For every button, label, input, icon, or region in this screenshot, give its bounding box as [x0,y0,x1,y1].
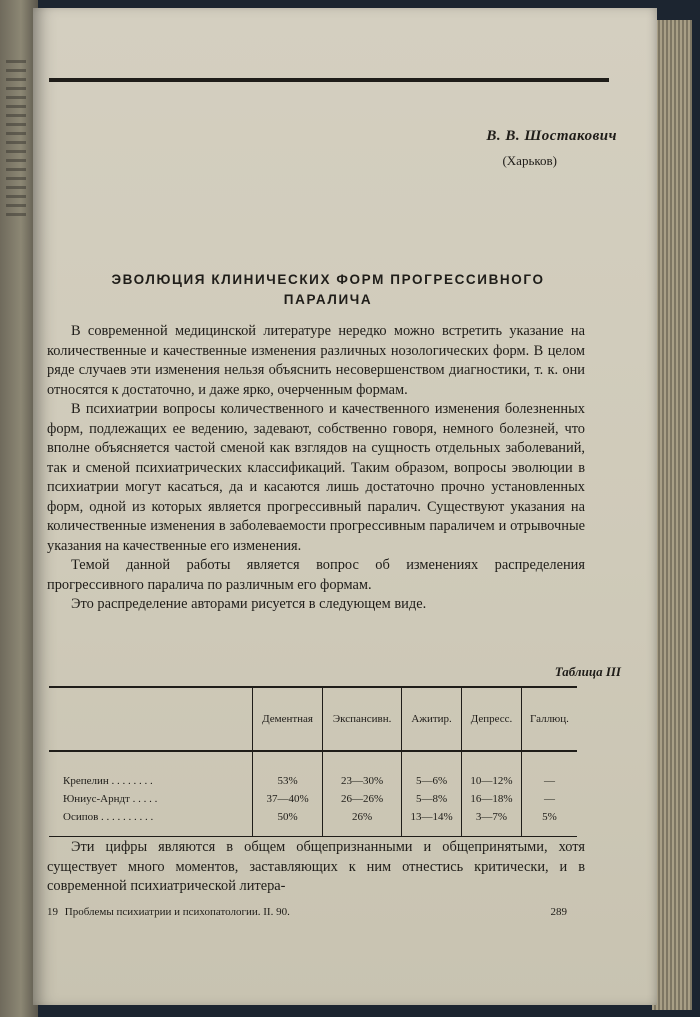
paragraph: Это распределение авторами рисуется в следующем виде. [71,596,427,612]
table-cell: 5—8% [402,790,462,808]
signature-mark [47,906,294,918]
table-cell: 26—26% [323,790,402,808]
table-cell: 5—6% [402,751,462,790]
book-page-edges [652,20,692,1010]
table-cell-author: Осипов . . . . . . . . . . [63,810,154,823]
table-cell: 5% [521,808,577,837]
table-row [49,790,577,808]
paragraph: Эти цифры являются в общем общепризнанными и общепринятыми, хотя существует много моментов, заставляющих к ним отнестись критически, и в современной психиатрической литера- [47,839,585,894]
table-cell: 10—12% [462,751,522,790]
table-header-cell: Галлюц. [521,687,577,751]
article-title [53,270,603,310]
closing-text [47,838,585,897]
table-caption: Таблица III [554,664,621,679]
table-cell: — [521,751,577,790]
paragraph: Темой данной работы является вопрос об изменениях распределения прогрессивного паралича по различным его формам. [47,557,585,593]
table-header-cell [49,687,253,751]
table-cell: 13—14% [402,808,462,837]
title-line-1: ЭВОЛЮЦИЯ КЛИНИЧЕСКИХ ФОРМ ПРОГРЕССИВНОГО [111,272,545,287]
author-city: (Харьков) [502,153,557,168]
table-header-cell: Депресс. [462,687,522,751]
signature-text: Проблемы психиатрии и психопатологии. II. 90. [64,906,290,918]
forms-distribution-table [49,686,577,837]
page-footer [47,906,567,918]
article-body [47,322,585,615]
table-cell: 23—30% [323,751,402,790]
table-cell: 3—7% [462,808,522,837]
table-cell: — [521,790,577,808]
table-row [49,751,577,790]
left-page-text-strip [6,60,26,220]
book-page [33,8,657,1005]
signature-number: 19 [47,906,58,918]
table-cell: 37—40% [253,790,323,808]
page-number: 289 [550,906,567,918]
top-rule [49,78,609,82]
table-header-cell: Экспансивн. [323,687,402,751]
table-cell-author: Крепелин . . . . . . . . [63,774,153,787]
table-cell: 53% [253,751,323,790]
author-name: В. В. Шостакович [486,128,617,144]
table-cell: 26% [323,808,402,837]
paragraph: В современной медицинской литературе нередко можно встретить указание на количественные и качественные изменения различных нозологических форм. В целом ряде случаев эти изменения нельзя объяснить несовершенством диагностики, т. к. они относятся к достаточно, и даже ярко, очерченным формам. [47,323,585,398]
table-header-cell: Ажитир. [402,687,462,751]
table-row [49,808,577,837]
table-header-row [49,687,577,751]
table-cell: 50% [253,808,323,837]
title-line-2: ПАРАЛИЧА [283,292,373,307]
paragraph: В психиатрии вопросы количественного и качественного изменения болезненных форм, подлежащих ее ведению, задевают, собственно говоря, немного болезней, что вполне объясняется частой сменой как взглядов на сущность отдельных заболеваний, так и сменой психиатрических классификаций. Таким образом, вопросы эволюции в психиатрии могут касаться, да и касаются лишь достаточно прочно установленных форм, одной из которых является прогрессивный паралич. Существуют указания на количественные изменения в заболеваемости прогрессивным параличем и отрывочные указания на качественные его изменения. [47,401,585,554]
table-cell: 16—18% [462,790,522,808]
table-cell-author: Юниус-Арндт . . . . . [63,792,158,805]
table-header-cell: Дементная [253,687,323,751]
